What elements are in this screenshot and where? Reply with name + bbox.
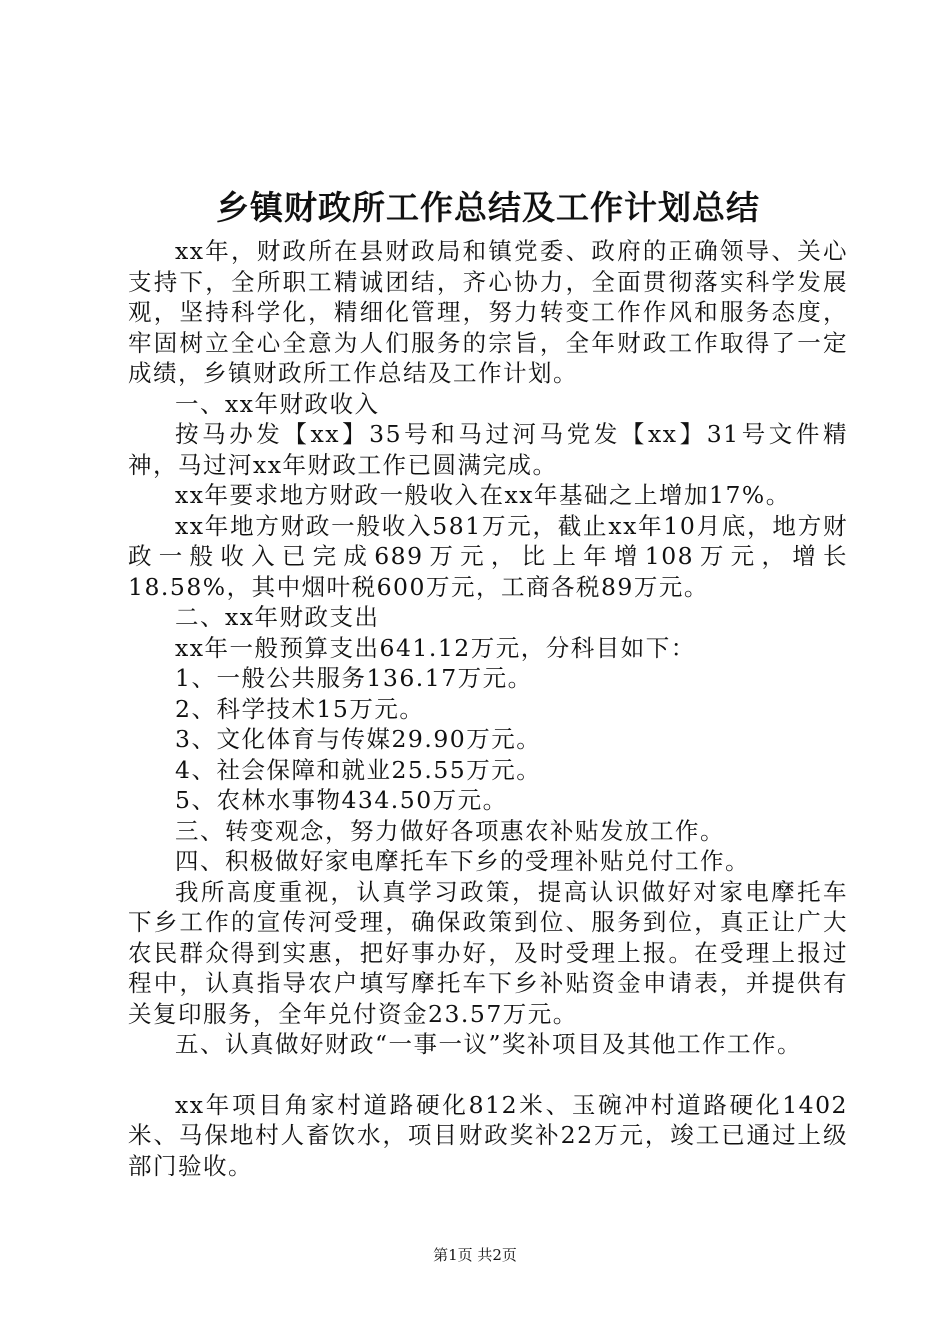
section-heading-1: 一、xx年财政收入 <box>175 389 380 418</box>
list-item: 4、社会保障和就业25.55万元。 <box>175 755 542 784</box>
paragraph: xx年地方财政一般收入581万元，截止xx年10月底，地方财政一般收入已完成689万元，比上年增108万元，增长18.58%，其中烟叶税600万元，工商各税89万元。 <box>128 511 848 601</box>
document-title: 乡镇财政所工作总结及工作计划总结 <box>216 188 760 227</box>
paragraph: xx年项目角家村道路硬化812米、玉碗冲村道路硬化1402米、马保地村人畜饮水，项目财政奖补22万元，竣工已通过上级部门验收。 <box>128 1090 848 1180</box>
section-heading-3: 三、转变观念，努力做好各项惠农补贴发放工作。 <box>175 816 725 845</box>
section-heading-2: 二、xx年财政支出 <box>175 603 380 631</box>
paragraph: xx年要求地方财政一般收入在xx年基础之上增加17%。 <box>175 481 791 509</box>
section-heading-5: 五、认真做好财政“一事一议”奖补项目及其他工作工作。 <box>175 1030 803 1058</box>
list-item: 2、科学技术15万元。 <box>175 694 425 723</box>
list-item: 5、农林水事物434.50万元。 <box>175 786 508 814</box>
section-heading-4: 四、积极做好家电摩托车下乡的受理补贴兑付工作。 <box>175 847 750 875</box>
page-footer: 第1页 共2页 <box>433 1246 517 1264</box>
document-body <box>128 236 848 1181</box>
list-item: 1、一般公共服务136.17万元。 <box>175 664 533 692</box>
list-item: 3、文化体育与传媒29.90万元。 <box>175 725 542 753</box>
paragraph: 按马办发【xx】35号和马过河马党发【xx】31号文件精神，马过河xx年财政工作已圆满完成。 <box>128 420 848 479</box>
paragraph-intro: xx年，财政所在县财政局和镇党委、政府的正确领导、关心支持下，全所职工精诚团结，齐心协力，全面贯彻落实科学发展观，坚持科学化，精细化管理，努力转变工作作风和服务态度，牢固树立全心全意为人们服务的宗旨，全年财政工作取得了一定成绩，乡镇财政所工作总结及工作计划。 <box>128 237 848 387</box>
paragraph: xx年一般预算支出641.12万元，分科目如下： <box>175 633 696 662</box>
paragraph: 我所高度重视，认真学习政策，提高认识做好对家电摩托车下乡工作的宣传河受理，确保政策到位、服务到位，真正让广大农民群众得到实惠，把好事办好，及时受理上报。在受理上报过程中，认真指导农户填写摩托车下乡补贴资金申请表，并提供有关复印服务，全年兑付资金23.57万元。 <box>128 877 848 1028</box>
